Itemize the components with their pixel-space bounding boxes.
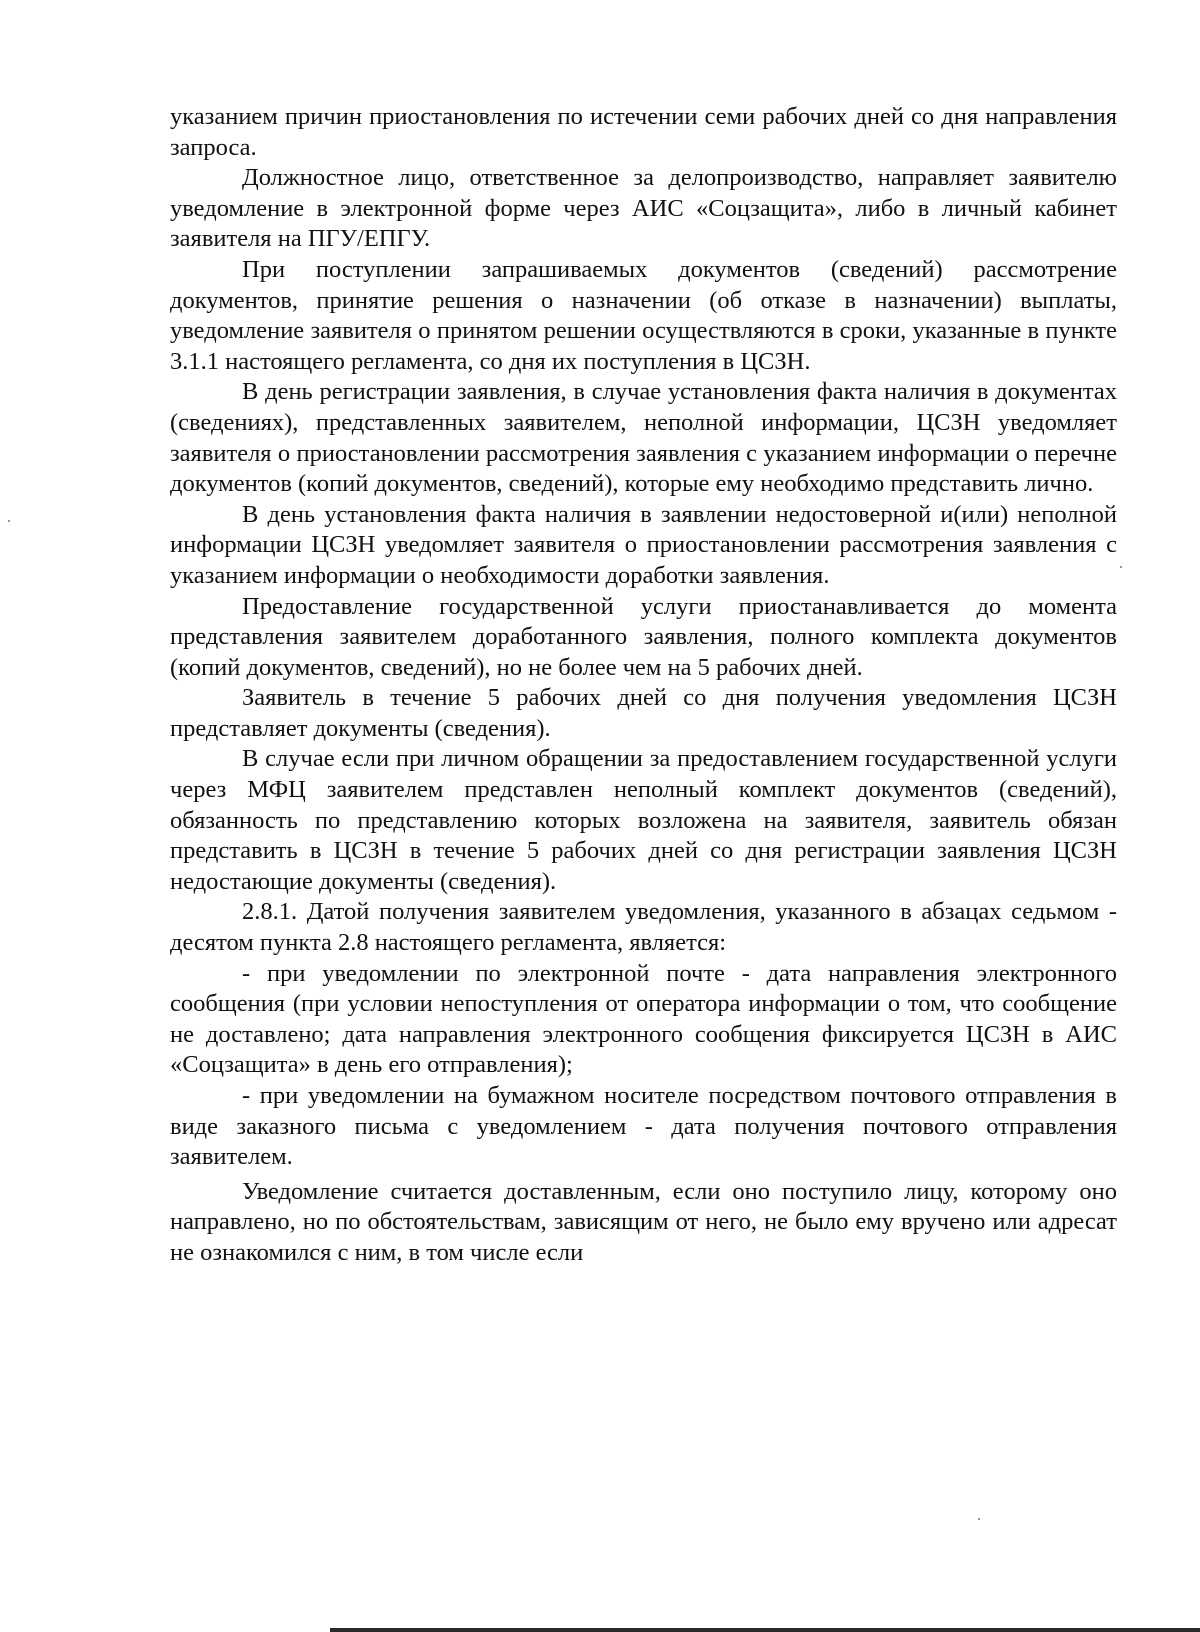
paragraph-documents-received: При поступлении запрашиваемых документов (сведений) рассмотрение документов, принятие решения о назначении (об отказе в назначении) выплаты, уведомление заявителя о принятом решении осуществляются в сроки, указанные в пункте 3.1.1 настоящего регламента, со дня их поступления в ЦСЗН. <box>170 255 1117 375</box>
scan-speck <box>978 1518 980 1520</box>
paragraph-continuation: указанием причин приостановления по истечении семи рабочих дней со дня направления запроса. <box>170 103 1117 161</box>
scan-speck <box>8 520 10 522</box>
paragraph-incomplete-info: В день регистрации заявления, в случае установления факта наличия в документах (сведениях), представленных заявителем, неполной информации, ЦСЗН уведомляет заявителя о приостановлении рассмотрения заявления с указанием информации о перечне документов (копий документов, сведений), которые ему необходимо представить лично. <box>170 378 1117 498</box>
paragraph-unreliable-info: В день установления факта наличия в заявлении недостоверной и(или) неполной информации ЦСЗН уведомляет заявителя о приостановлении рассмотрения заявления с указанием информации о необходимости доработки заявления. <box>170 500 1117 589</box>
paragraph-2-8-1: 2.8.1. Датой получения заявителем уведомления, указанного в абзацах седьмом - десятом пункта 2.8 настоящего регламента, является: <box>170 898 1117 957</box>
paragraph-email-notification: - при уведомлении по электронной почте - дата направления электронного сообщения (при условии непоступления от оператора информации о том, что сообщение не доставлено; дата направления электронного сообщения фиксируется ЦСЗН в АИС «Соцзащита» в день его отправления); <box>170 959 1117 1079</box>
scan-speck <box>1120 566 1122 568</box>
paragraph-mfc-incomplete: В случае если при личном обращении за предоставлением государственной услуги через МФЦ заявителем представлен неполный комплект документов (сведений), обязанность по представлению которых возложена на заявителя, заявитель обязан представить в ЦСЗН в течение 5 рабочих дней со дня регистрации заявления ЦСЗН недостающие документы (сведения). <box>170 745 1117 895</box>
scan-bottom-edge <box>330 1628 1200 1632</box>
paragraph-paper-notification: - при уведомлении на бумажном носителе посредством почтового отправления в виде заказного письма с уведомлением - дата получения почтового отправления заявителем. <box>170 1082 1117 1171</box>
document-page <box>170 102 1117 1269</box>
paragraph-applicant-deadline: Заявитель в течение 5 рабочих дней со дня получения уведомления ЦСЗН представляет документы (сведения). <box>170 684 1117 742</box>
paragraph-delivered-notice: Уведомление считается доставленным, если оно поступило лицу, которому оно направлено, но по обстоятельствам, зависящим от него, не было ему вручено или адресат не ознакомился с ним, в том числе если <box>170 1177 1117 1266</box>
paragraph-suspension: Предоставление государственной услуги приостанавливается до момента представления заявителем доработанного заявления, полного комплекта документов (копий документов, сведений), но не более чем на 5 рабочих дней. <box>170 592 1117 681</box>
paragraph-notification-method: Должностное лицо, ответственное за делопроизводство, направляет заявителю уведомление в электронной форме через АИС «Соцзащита», либо в личный кабинет заявителя на ПГУ/ЕПГУ. <box>170 164 1117 253</box>
